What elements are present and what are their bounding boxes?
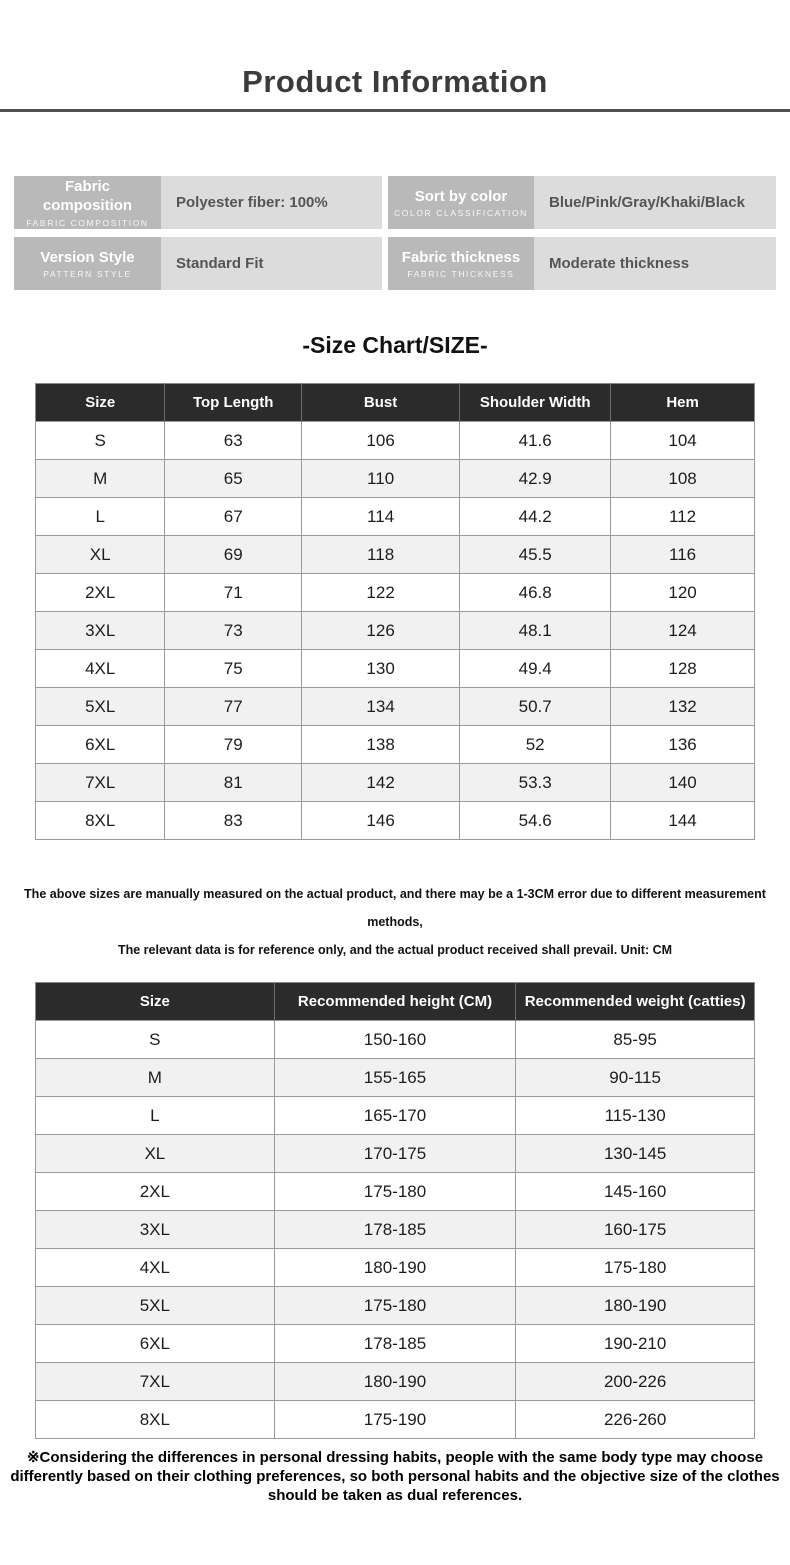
table-cell: 90-115 xyxy=(516,1059,755,1097)
table-row xyxy=(36,536,755,574)
table-row xyxy=(36,574,755,612)
table-cell: M xyxy=(36,1059,275,1097)
column-header: Top Length xyxy=(165,384,302,422)
table-cell: 136 xyxy=(611,726,755,764)
dressing-habits-footnote: ※Considering the differences in personal dressing habits, people with the same body type may choose differently based on their clothing preferences, so both personal habits and the objective size of the clothes should be taken as dual references. xyxy=(10,1449,780,1505)
table-row xyxy=(36,1021,755,1059)
table-row xyxy=(36,1287,755,1325)
spec-value-color-classification: Blue/Pink/Gray/Khaki/Black xyxy=(534,176,776,229)
table-cell: 65 xyxy=(165,460,302,498)
table-cell: 116 xyxy=(611,536,755,574)
table-cell: 50.7 xyxy=(460,688,611,726)
spec-value-fabric-thickness: Moderate thickness xyxy=(534,237,776,290)
table-cell: 200-226 xyxy=(516,1363,755,1401)
size-measurements-table xyxy=(35,383,755,840)
table-cell: 126 xyxy=(302,612,460,650)
table-row xyxy=(36,1097,755,1135)
spec-label-main: Fabric composition xyxy=(42,178,133,214)
table-header-row xyxy=(36,384,755,422)
column-header: Recommended height (CM) xyxy=(274,983,516,1021)
table-cell: 175-180 xyxy=(274,1173,516,1211)
table-cell: 130-145 xyxy=(516,1135,755,1173)
table-cell: 124 xyxy=(611,612,755,650)
table-cell: 170-175 xyxy=(274,1135,516,1173)
table-row xyxy=(36,1173,755,1211)
spec-label-fabric-composition xyxy=(14,176,161,229)
table-cell: 49.4 xyxy=(460,650,611,688)
table-row xyxy=(36,802,755,840)
table-cell: 46.8 xyxy=(460,574,611,612)
table-cell: 3XL xyxy=(36,612,165,650)
table-cell: 108 xyxy=(611,460,755,498)
column-header: Size xyxy=(36,983,275,1021)
column-header: Shoulder Width xyxy=(460,384,611,422)
table-cell: 190-210 xyxy=(516,1325,755,1363)
table-cell: 73 xyxy=(165,612,302,650)
table-cell: 71 xyxy=(165,574,302,612)
spec-label-sub: FABRIC THICKNESS xyxy=(407,269,515,280)
recommended-fit-table xyxy=(35,982,755,1439)
column-header: Hem xyxy=(611,384,755,422)
table-cell: 81 xyxy=(165,764,302,802)
table-cell: 226-260 xyxy=(516,1401,755,1439)
table-cell: 122 xyxy=(302,574,460,612)
table-row xyxy=(36,498,755,536)
table-cell: 132 xyxy=(611,688,755,726)
table-cell: 115-130 xyxy=(516,1097,755,1135)
column-header: Size xyxy=(36,384,165,422)
table-row xyxy=(36,650,755,688)
fit-table-body xyxy=(36,1021,755,1439)
table-row xyxy=(36,1401,755,1439)
table-cell: 48.1 xyxy=(460,612,611,650)
spec-label-main: Fabric thickness xyxy=(401,248,521,266)
spec-label-main: Version Style xyxy=(40,248,135,266)
spec-value-fabric-composition: Polyester fiber: 100% xyxy=(161,176,382,229)
size-table-body xyxy=(36,422,755,840)
table-cell: 175-180 xyxy=(516,1249,755,1287)
spec-value-version-style: Standard Fit xyxy=(161,237,382,290)
table-row xyxy=(36,1135,755,1173)
table-cell: 85-95 xyxy=(516,1021,755,1059)
table-cell: S xyxy=(36,1021,275,1059)
table-cell: 114 xyxy=(302,498,460,536)
table-cell: 2XL xyxy=(36,574,165,612)
measurement-note-line1: The above sizes are manually measured on the actual product, and there may be a 1-3CM error due to different measurement methods, xyxy=(24,887,766,930)
table-cell: 180-190 xyxy=(274,1249,516,1287)
size-chart-heading: -Size Chart/SIZE- xyxy=(302,332,488,359)
table-cell: 178-185 xyxy=(274,1325,516,1363)
table-cell: 175-180 xyxy=(274,1287,516,1325)
table-cell: 130 xyxy=(302,650,460,688)
table-cell: 75 xyxy=(165,650,302,688)
table-cell: 180-190 xyxy=(516,1287,755,1325)
table-header-row xyxy=(36,983,755,1021)
table-row xyxy=(36,1363,755,1401)
table-cell: M xyxy=(36,460,165,498)
table-cell: 7XL xyxy=(36,1363,275,1401)
table-cell: 112 xyxy=(611,498,755,536)
table-cell: 155-165 xyxy=(274,1059,516,1097)
fabric-spec-grid xyxy=(14,176,776,290)
spec-row xyxy=(14,176,776,229)
table-cell: 63 xyxy=(165,422,302,460)
table-cell: 79 xyxy=(165,726,302,764)
table-row xyxy=(36,764,755,802)
table-cell: 42.9 xyxy=(460,460,611,498)
table-cell: 5XL xyxy=(36,1287,275,1325)
table-cell: 118 xyxy=(302,536,460,574)
table-cell: 44.2 xyxy=(460,498,611,536)
table-cell: XL xyxy=(36,536,165,574)
table-row xyxy=(36,1249,755,1287)
size-table-header xyxy=(36,384,755,422)
table-cell: 4XL xyxy=(36,650,165,688)
spec-label-main: Sort by color xyxy=(414,187,508,205)
table-cell: 160-175 xyxy=(516,1211,755,1249)
table-cell: S xyxy=(36,422,165,460)
table-cell: 77 xyxy=(165,688,302,726)
table-cell: 4XL xyxy=(36,1249,275,1287)
table-cell: 8XL xyxy=(36,802,165,840)
title-divider xyxy=(0,109,790,112)
table-cell: 134 xyxy=(302,688,460,726)
table-cell: 5XL xyxy=(36,688,165,726)
table-cell: 146 xyxy=(302,802,460,840)
table-cell: 7XL xyxy=(36,764,165,802)
table-row xyxy=(36,688,755,726)
spec-label-fabric-thickness xyxy=(388,237,534,290)
spec-label-version-style xyxy=(14,237,161,290)
table-cell: 8XL xyxy=(36,1401,275,1439)
table-cell: 142 xyxy=(302,764,460,802)
spec-label-sort-by-color xyxy=(388,176,534,229)
page-title: Product Information xyxy=(242,64,548,99)
table-cell: 180-190 xyxy=(274,1363,516,1401)
table-row xyxy=(36,726,755,764)
table-row xyxy=(36,460,755,498)
table-cell: 175-190 xyxy=(274,1401,516,1439)
table-cell: 6XL xyxy=(36,1325,275,1363)
table-cell: L xyxy=(36,498,165,536)
column-header: Recommended weight (catties) xyxy=(516,983,755,1021)
table-cell: 145-160 xyxy=(516,1173,755,1211)
spec-row xyxy=(14,237,776,290)
table-cell: 165-170 xyxy=(274,1097,516,1135)
measurement-note-line2: The relevant data is for reference only, and the actual product received shall prevail. Unit: CM xyxy=(117,943,673,958)
column-header: Bust xyxy=(302,384,460,422)
table-cell: 41.6 xyxy=(460,422,611,460)
table-cell: XL xyxy=(36,1135,275,1173)
table-cell: 110 xyxy=(302,460,460,498)
table-cell: 69 xyxy=(165,536,302,574)
table-row xyxy=(36,1211,755,1249)
fit-table-header xyxy=(36,983,755,1021)
table-cell: 106 xyxy=(302,422,460,460)
measurement-note xyxy=(0,880,790,964)
table-cell: 83 xyxy=(165,802,302,840)
table-cell: 150-160 xyxy=(274,1021,516,1059)
table-cell: 52 xyxy=(460,726,611,764)
table-row xyxy=(36,422,755,460)
table-cell: 104 xyxy=(611,422,755,460)
table-row xyxy=(36,612,755,650)
table-cell: 6XL xyxy=(36,726,165,764)
table-cell: 3XL xyxy=(36,1211,275,1249)
table-cell: 53.3 xyxy=(460,764,611,802)
table-cell: 54.6 xyxy=(460,802,611,840)
table-cell: 144 xyxy=(611,802,755,840)
table-cell: 178-185 xyxy=(274,1211,516,1249)
table-row xyxy=(36,1059,755,1097)
spec-label-sub: PATTERN STYLE xyxy=(43,269,132,280)
table-cell: 138 xyxy=(302,726,460,764)
table-cell: L xyxy=(36,1097,275,1135)
table-cell: 140 xyxy=(611,764,755,802)
spec-label-sub: FABRIC COMPOSITION xyxy=(26,217,149,228)
table-cell: 128 xyxy=(611,650,755,688)
table-cell: 45.5 xyxy=(460,536,611,574)
spec-label-sub: COLOR CLASSIFICATION xyxy=(394,208,528,219)
table-cell: 2XL xyxy=(36,1173,275,1211)
table-row xyxy=(36,1325,755,1363)
bottom-whitespace xyxy=(0,1505,790,1565)
table-cell: 67 xyxy=(165,498,302,536)
table-cell: 120 xyxy=(611,574,755,612)
